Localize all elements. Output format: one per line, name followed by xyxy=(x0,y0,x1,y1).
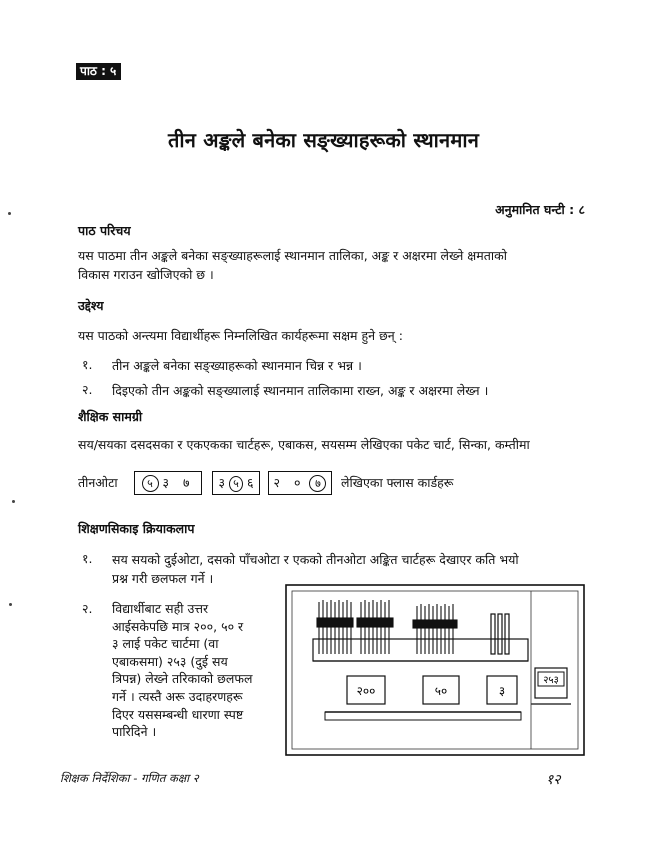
pocket-chart-illustration xyxy=(285,584,585,756)
card-digit: ३ xyxy=(218,475,226,490)
circled-digit: ५ xyxy=(229,476,243,492)
estimated-hours: अनुमानित घन्टी : ८ xyxy=(495,202,585,217)
flash-card xyxy=(268,471,332,495)
activity-item2-line: एबाकसमा) २५३ (दुई सय xyxy=(112,653,228,669)
card-tens-label: ५० xyxy=(434,684,448,698)
margin-mark xyxy=(9,603,12,606)
objective-item: तीन अङ्कले बनेका सङ्ख्याहरूको स्थानमान चिन्न र भन्न । xyxy=(112,358,362,373)
intro-text-line1: यस पाठमा तीन अङ्कले बनेका सङ्ख्याहरूलाई स्थानमान तालिका, अङ्क र अक्षरमा लेख्ने क्षमताको xyxy=(78,248,507,263)
activity-item2-line: आईसकेपछि मात्र २००, ५० र xyxy=(112,618,244,634)
flash-card xyxy=(212,471,260,495)
intro-text-line2: विकास गराउन खोजिएको छ । xyxy=(78,267,214,282)
stick-bundles-hundreds xyxy=(317,600,393,654)
card-digits: २ ० xyxy=(273,475,306,490)
materials-heading: शैक्षिक सामग्री xyxy=(78,409,143,424)
activity-item2-line: पारिदिने । xyxy=(112,724,157,740)
stick-bundles-tens xyxy=(413,604,457,654)
single-sticks-ones xyxy=(491,614,509,654)
margin-mark xyxy=(8,212,11,215)
circled-digit: ७ xyxy=(309,475,326,492)
activity-number: २. xyxy=(82,601,93,616)
objective-number: २. xyxy=(82,382,93,397)
activity-item1-line1: सय सयको दुईओटा, दसको पाँचओटा र एकको तीनओटा अङ्कित चार्टहरू देखाएर कति भयो xyxy=(112,552,519,567)
intro-heading: पाठ परिचय xyxy=(78,223,131,238)
activity-item1-line2: प्रश्न गरी छलफल गर्ने । xyxy=(112,571,214,586)
lesson-tag: पाठ : ५ xyxy=(76,63,121,80)
activity-item2-line: ३ लाई पकेट चार्टमा (वा xyxy=(112,636,219,652)
materials-tail2: लेखिएका फ्लास कार्डहरू xyxy=(341,475,454,490)
footer-book-title: शिक्षक निर्देशिका - गणित कक्षा २ xyxy=(60,771,199,785)
flash-card xyxy=(134,471,202,495)
objective-number: १. xyxy=(82,357,93,372)
activity-number: १. xyxy=(82,551,93,566)
activity-item2-line: दिएर यससम्बन्धी धारणा स्पष्ट xyxy=(112,706,244,722)
activity-item2-line: विद्यार्थीबाट सही उत्तर xyxy=(112,601,209,616)
card-total-label: २५३ xyxy=(543,675,559,686)
page-number: १२ xyxy=(546,772,561,788)
activities-heading: शिक्षणसिकाइ क्रियाकलाप xyxy=(78,521,195,536)
margin-mark xyxy=(12,500,15,503)
page-title: तीन अङ्कले बनेका सङ्ख्याहरूको स्थानमान xyxy=(167,128,479,152)
materials-lead2: तीनओटा xyxy=(78,475,118,490)
card-ones-label: ३ xyxy=(498,684,506,698)
objective-item: दिइएको तीन अङ्कको सङ्ख्यालाई स्थानमान तालिकामा राख्न, अङ्क र अक्षरमा लेख्न । xyxy=(112,383,489,398)
card-hundreds-label: २०० xyxy=(356,684,376,698)
objectives-heading: उद्देश्य xyxy=(78,298,104,313)
materials-line1: सय/सयका दसदसका र एकएकका चार्टहरू, एबाकस, सयसम्म लेखिएका पकेट चार्ट, सिन्का, कम्तीमा xyxy=(78,437,530,452)
activity-item2-line: गर्ने । त्यस्तै अरू उदाहरणहरू xyxy=(112,689,243,704)
card-digits: ३ ७ xyxy=(162,475,195,490)
circled-digit: ५ xyxy=(142,475,159,492)
objectives-lead: यस पाठको अन्त्यमा विद्यार्थीहरू निम्नलिखित कार्यहरूमा सक्षम हुने छन् : xyxy=(78,328,403,343)
activity-item2-line: त्रिपन्न) लेख्ने तरिकाको छलफल xyxy=(112,671,253,687)
card-digit: ६ xyxy=(246,475,254,490)
